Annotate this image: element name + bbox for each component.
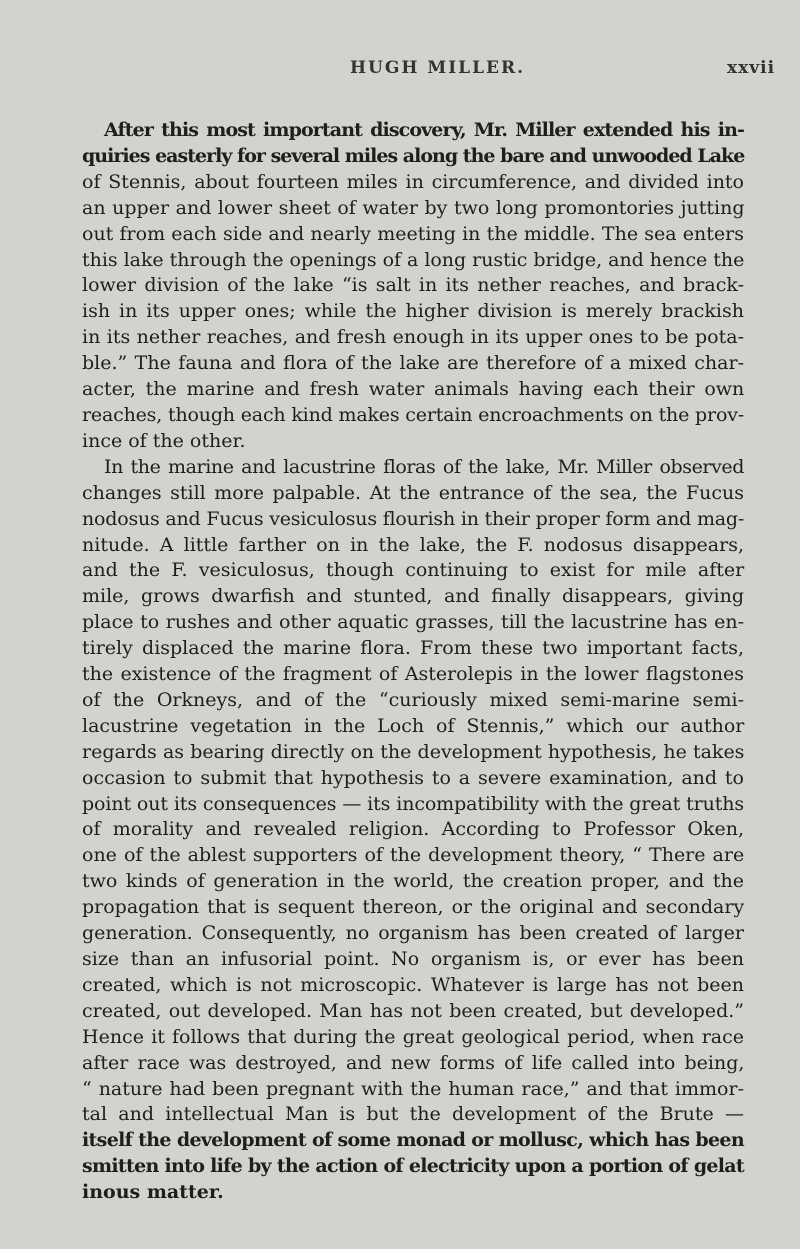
text-line: tal and intellectual Man is but the development of the Brute — xyxy=(82,1103,744,1126)
text-line: regards as bearing directly on the development hypothesis, he takes xyxy=(82,740,745,763)
text-line: inous matter. xyxy=(82,1181,224,1204)
text-line: acter, the marine and fresh water animals having each their own xyxy=(82,378,745,401)
body-text xyxy=(82,118,744,1206)
running-head-title: HUGH MILLER. xyxy=(350,58,526,78)
text-line: nitude. A little farther on in the lake, the F. nodosus disappears, xyxy=(82,533,744,556)
text-line: out from each side and nearly meeting in the middle. The sea enters xyxy=(82,222,744,245)
text-line: in its nether reaches, and fresh enough in its upper ones to be pota- xyxy=(82,326,744,349)
paragraph-2 xyxy=(82,455,744,1206)
text-line: quiries easterly for several miles along the bare and unwooded Lake xyxy=(82,144,745,167)
text-line: After this most important discovery, Mr. Miller extended his in- xyxy=(104,119,744,141)
text-line: Hence it follows that during the great geological period, when race xyxy=(82,1025,744,1048)
text-line: mile, grows dwarfish and stunted, and finally disappears, giving xyxy=(82,585,745,608)
text-line: itself the development of some monad or mollusc, which has been xyxy=(82,1129,744,1152)
paragraph-1 xyxy=(82,118,744,455)
text-line: one of the ablest supporters of the development theory, “ There are xyxy=(82,844,745,867)
text-line: size than an infusorial point. No organism is, or ever has been xyxy=(82,948,744,970)
text-line: created, which is not microscopic. Whatever is large has not been xyxy=(82,973,744,996)
text-line: of Stennis, about fourteen miles in circumference, and divided into xyxy=(82,170,744,193)
text-line: ish in its upper ones; while the higher division is merely brackish xyxy=(82,300,744,323)
text-line: ble.” The fauna and flora of the lake are therefore of a mixed char- xyxy=(82,352,744,375)
text-line: In the marine and lacustrine floras of the lake, Mr. Miller observed xyxy=(104,455,744,478)
text-line: two kinds of generation in the world, the creation proper, and the xyxy=(82,870,744,893)
text-line: created, out developed. Man has not been created, but developed.” xyxy=(82,999,744,1022)
running-head xyxy=(0,58,800,88)
text-line: changes still more palpable. At the entrance of the sea, the Fucus xyxy=(82,481,744,504)
text-line: ince of the other. xyxy=(82,429,246,452)
text-line: after race was destroyed, and new forms of life called into being, xyxy=(82,1051,745,1074)
text-line: the existence of the fragment of Asterolepis in the lower flagstones xyxy=(82,663,745,686)
text-line: and the F. vesiculosus, though continuing to exist for mile after xyxy=(82,559,745,582)
text-line: nodosus and Fucus vesiculosus flourish in their proper form and mag- xyxy=(82,507,745,530)
text-line: occasion to submit that hypothesis to a severe examination, and to xyxy=(82,766,744,789)
text-line: of the Orkneys, and of the “curiously mixed semi-marine semi- xyxy=(82,688,744,711)
text-line: this lake through the openings of a long rustic bridge, and hence the xyxy=(82,248,745,271)
text-line: propagation that is sequent thereon, or the original and secondary xyxy=(82,896,745,919)
text-line: place to rushes and other aquatic grasses, till the lacustrine has en- xyxy=(82,611,744,634)
text-line: an upper and lower sheet of water by two long promontories jutting xyxy=(82,196,745,219)
text-line: “ nature had been pregnant with the human race,” and that immor- xyxy=(82,1077,744,1100)
text-line: generation. Consequently, no organism has been created of larger xyxy=(82,922,744,945)
page-number: xxvii xyxy=(727,58,776,78)
text-line: lower division of the lake “is salt in its nether reaches, and brack- xyxy=(82,274,744,297)
text-line: of morality and revealed religion. According to Professor Oken, xyxy=(82,818,744,841)
text-line: smitten into life by the action of electricity upon a portion of gelat xyxy=(82,1155,744,1178)
text-line: lacustrine vegetation in the Loch of Stennis,” which our author xyxy=(82,714,745,737)
text-line: reaches, though each kind makes certain encroachments on the prov- xyxy=(82,403,744,426)
text-line: point out its consequences — its incompatibility with the great truths xyxy=(82,792,744,815)
text-line: tirely displaced the marine flora. From these two important facts, xyxy=(82,637,744,660)
